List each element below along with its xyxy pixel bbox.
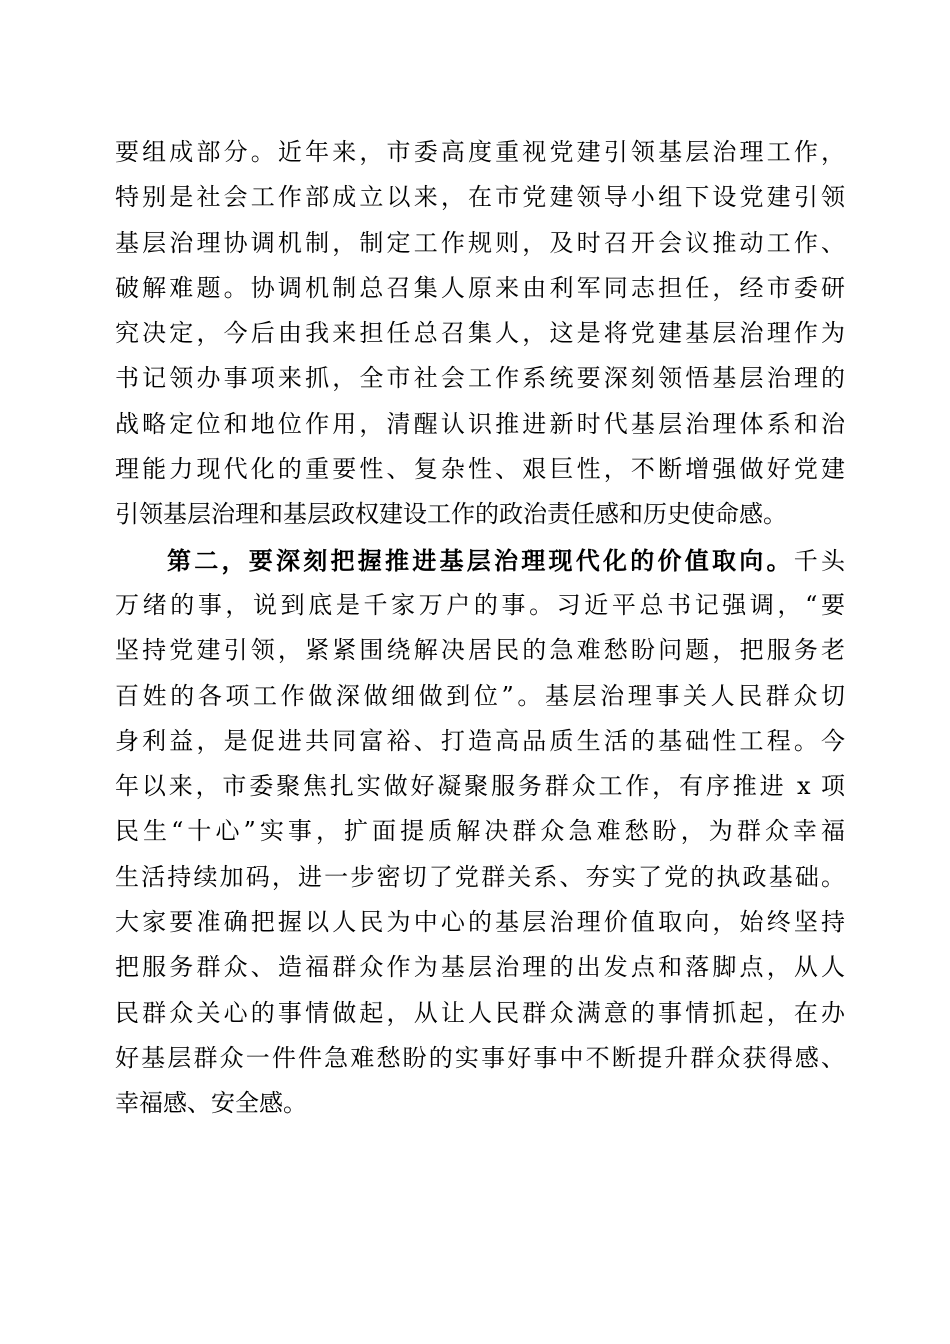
text-line: 坚持党建引领，紧紧围绕解决居民的急难愁盼问题，把服务老 bbox=[115, 636, 845, 665]
text-line: 引领基层治理和基层政权建设工作的政治责任感和历史使命感。 bbox=[115, 500, 787, 529]
text-line: 幸福感、安全感。 bbox=[115, 1089, 307, 1118]
text-line: 究决定，今后由我来担任总召集人，这是将党建基层治理作为 bbox=[115, 319, 845, 348]
text-line: 战略定位和地位作用，清醒认识推进新时代基层治理体系和治 bbox=[115, 409, 845, 438]
text-line: 生活持续加码，进一步密切了党群关系、夯实了党的执政基础。 bbox=[115, 862, 845, 891]
text-line: 书记领办事项来抓，全市社会工作系统要深刻领悟基层治理的 bbox=[115, 364, 845, 393]
paragraph-two-heading-tail: 千头 bbox=[793, 546, 845, 575]
body-text bbox=[115, 130, 845, 1127]
text-line: 万绪的事，说到底是千家万户的事。习近平总书记强调，“要 bbox=[115, 590, 845, 619]
paragraph-two-heading: 第二，要深刻把握推进基层治理现代化的价值取向。 bbox=[167, 545, 794, 575]
text-line: 要组成部分。近年来，市委高度重视党建引领基层治理工作， bbox=[115, 138, 845, 166]
paragraph-two-first-line bbox=[115, 538, 845, 583]
text-line: 年以来，市委聚焦扎实做好凝聚服务群众工作，有序推进 x 项 bbox=[115, 772, 845, 801]
text-line: 身利益，是促进共同富裕、打造高品质生活的基础性工程。今 bbox=[115, 726, 845, 755]
text-line: 好基层群众一件件急难愁盼的实事好事中不断提升群众获得感、 bbox=[115, 1043, 845, 1072]
text-line: 把服务群众、造福群众作为基层治理的出发点和落脚点，从人 bbox=[115, 953, 845, 982]
text-line: 特别是社会工作部成立以来，在市党建领导小组下设党建引领 bbox=[115, 183, 845, 212]
text-line: 百姓的各项工作做深做细做到位”。基层治理事关人民群众切 bbox=[115, 681, 845, 710]
text-line: 大家要准确把握以人民为中心的基层治理价值取向，始终坚持 bbox=[115, 908, 845, 937]
text-line: 理能力现代化的重要性、复杂性、艰巨性，不断增强做好党建 bbox=[115, 455, 845, 484]
text-line: 民群众关心的事情做起，从让人民群众满意的事情抓起，在办 bbox=[115, 998, 845, 1027]
text-line: 基层治理协调机制，制定工作规则，及时召开会议推动工作、 bbox=[115, 228, 845, 257]
text-line: 民生“十心”实事，扩面提质解决群众急难愁盼，为群众幸福 bbox=[115, 817, 845, 846]
text-line: 破解难题。协调机制总召集人原来由利军同志担任，经市委研 bbox=[115, 273, 845, 302]
